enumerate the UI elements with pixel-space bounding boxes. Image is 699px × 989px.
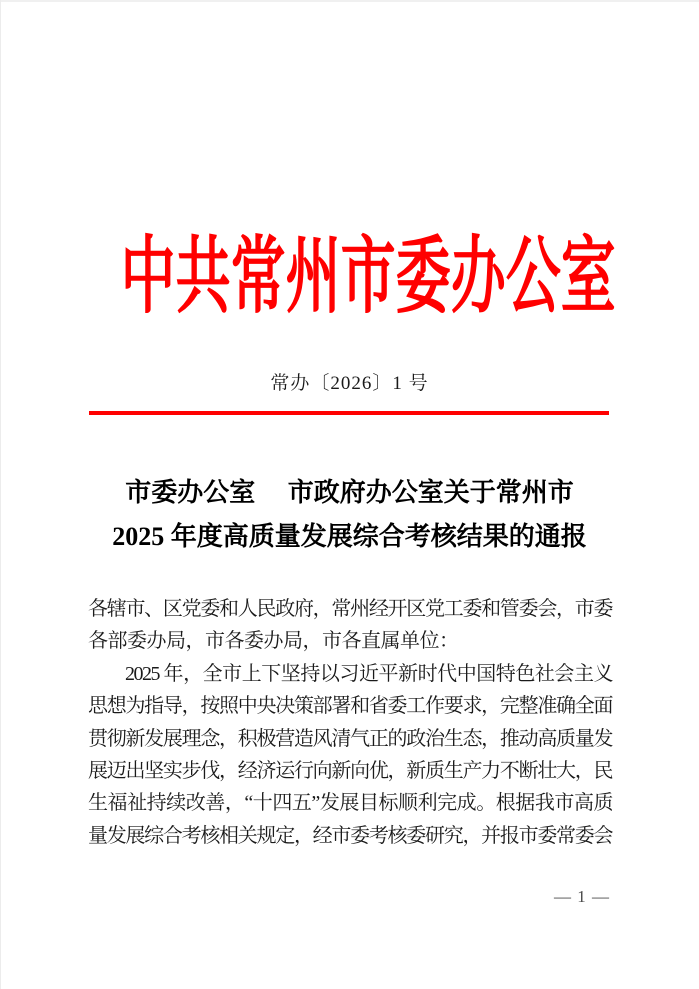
red-separator-line — [89, 411, 609, 415]
doc-number: 常办〔2026〕1 号 — [270, 373, 429, 394]
paragraph — [88, 658, 612, 852]
body-line-6: 展迈出坚实步伐，经济运行向新向优，新质生产力不断壮大，民 — [88, 760, 612, 783]
body-line-1: 各辖市、区党委和人民政府，常州经开区党工委和管委会，市委 — [88, 598, 612, 620]
issuing-office-masthead: 中共常州市委办公室 — [120, 231, 616, 324]
document-title-line1: 市委办公室 市政府办公室关于常州市 — [125, 478, 574, 507]
body-line-7: 生福祉持续改善，“十四五”发展目标顺利完成。根据我市高质 — [88, 792, 612, 815]
body-line-8: 量发展综合考核相关规定，经市委考核委研究，并报市委常委会 — [88, 824, 612, 847]
body-line-3: 2025 年，全市上下坚持以习近平新时代中国特色社会主义 — [125, 662, 612, 685]
body-line-5: 贯彻新发展理念，积极营造风清气正的政治生态，推动高质量发 — [88, 727, 612, 750]
body-text — [88, 593, 612, 852]
salutation — [88, 593, 612, 658]
document-title — [0, 471, 699, 558]
document-title-line2: 2025 年度高质量发展综合考核结果的通报 — [112, 521, 587, 551]
body-line-4: 思想为指导，按照中央决策部署和省委工作要求，完整准确全面 — [88, 695, 612, 718]
page-number: — 1 — — [554, 887, 610, 906]
page-edge-top — [0, 0, 699, 2]
body-line-2: 各部委办局，市各委办局，市各直属单位： — [88, 630, 459, 653]
